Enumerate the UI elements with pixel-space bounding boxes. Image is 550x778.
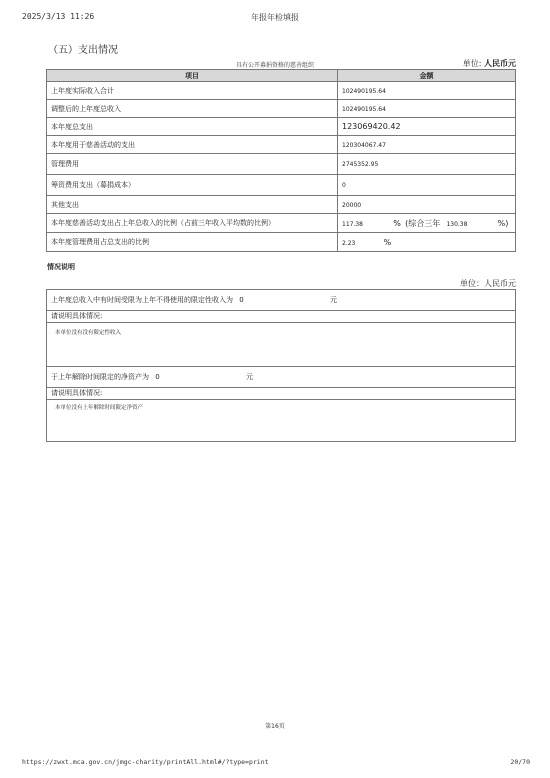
notes-title: 情况说明	[47, 263, 75, 271]
unit-value: 人民币元	[484, 59, 516, 68]
row-label: 筹资费用支出（募捐成本）	[47, 175, 338, 196]
row-value: 20000	[338, 196, 516, 214]
col-amount-header: 金额	[338, 70, 516, 82]
mgmt-ratio-pct: %	[383, 237, 392, 247]
page-header-title: 年报年检填报	[251, 13, 299, 22]
table-row	[47, 233, 516, 252]
explain-label-2: 请说明具体情况:	[47, 388, 515, 400]
row-value: 2745352.95	[338, 154, 516, 175]
row-value: 123069420.42	[338, 118, 516, 136]
ratio-label: 本年度慈善活动支出占上年总收入的比例（占前三年收入平均数的比例）	[47, 214, 338, 233]
table-row	[47, 196, 516, 214]
unit-label: 单位: 人民币元	[462, 59, 516, 68]
ratio-value: 117.38	[342, 220, 363, 228]
row-label: 调整后的上年度总收入	[47, 100, 338, 118]
org-type-caption: 具有公开募捐资格的慈善组织	[235, 62, 314, 69]
three-year-value: 130.38	[446, 220, 468, 228]
table-header-row	[47, 70, 516, 82]
table-row	[47, 118, 516, 136]
explain-label-1: 请说明具体情况:	[47, 311, 515, 323]
restricted-prefix: 上年度总收入中有时间受限为上年不得使用的限定性收入为	[51, 296, 233, 304]
explain-text-2: 本单位没有上年解除时间限定净资产	[55, 405, 144, 411]
restricted-value: 0	[239, 296, 244, 304]
released-prefix: 于上年解除时间限定的净资产为	[51, 373, 149, 381]
row-value: 120304067.47	[338, 136, 516, 154]
table-row	[47, 82, 516, 100]
mgmt-ratio-label: 本年度管理费用占总支出的比例	[47, 233, 338, 252]
row-label: 本年度总支出	[47, 118, 338, 136]
col-item-header: 项目	[47, 70, 338, 82]
row-value: 0	[338, 175, 516, 196]
row-value: 102490195.64	[338, 100, 516, 118]
print-url: https://zwxt.mca.gov.cn/jmgc-charity/printAll.html#/?type=print	[22, 758, 269, 766]
row-value: 102490195.64	[338, 82, 516, 100]
row-label: 其他支出	[47, 196, 338, 214]
row-label: 本年度用于慈善活动的支出	[47, 136, 338, 154]
released-value: 0	[155, 373, 160, 381]
table-row	[47, 100, 516, 118]
restricted-income-line	[47, 290, 515, 311]
three-year-pct: %)	[497, 218, 509, 228]
print-page-count: 20/70	[510, 758, 530, 766]
section-title: （五）支出情况	[48, 45, 118, 56]
released-assets-box	[46, 366, 516, 442]
three-year-label: (综合三年	[405, 218, 441, 228]
mgmt-ratio-value: 2.23	[342, 239, 356, 247]
table-row	[47, 214, 516, 233]
page-number: 第16页	[265, 723, 285, 730]
print-timestamp: 2025/3/13 11:26	[22, 12, 95, 21]
row-label: 管理费用	[47, 154, 338, 175]
released-unit: 元	[245, 373, 253, 381]
released-assets-line	[47, 367, 515, 388]
table-row	[47, 136, 516, 154]
ratio-value-cell	[338, 214, 516, 233]
explain-text-1: 本单位没有没有限定性收入	[55, 330, 122, 336]
restricted-unit: 元	[329, 296, 337, 304]
ratio-pct: %	[393, 218, 401, 228]
notes-unit: 单位：人民币元	[460, 279, 516, 288]
table-row	[47, 154, 516, 175]
restricted-income-box	[46, 289, 516, 367]
expenditure-table	[46, 69, 516, 252]
row-label: 上年度实际收入合计	[47, 82, 338, 100]
mgmt-ratio-cell	[338, 233, 516, 252]
table-row	[47, 175, 516, 196]
